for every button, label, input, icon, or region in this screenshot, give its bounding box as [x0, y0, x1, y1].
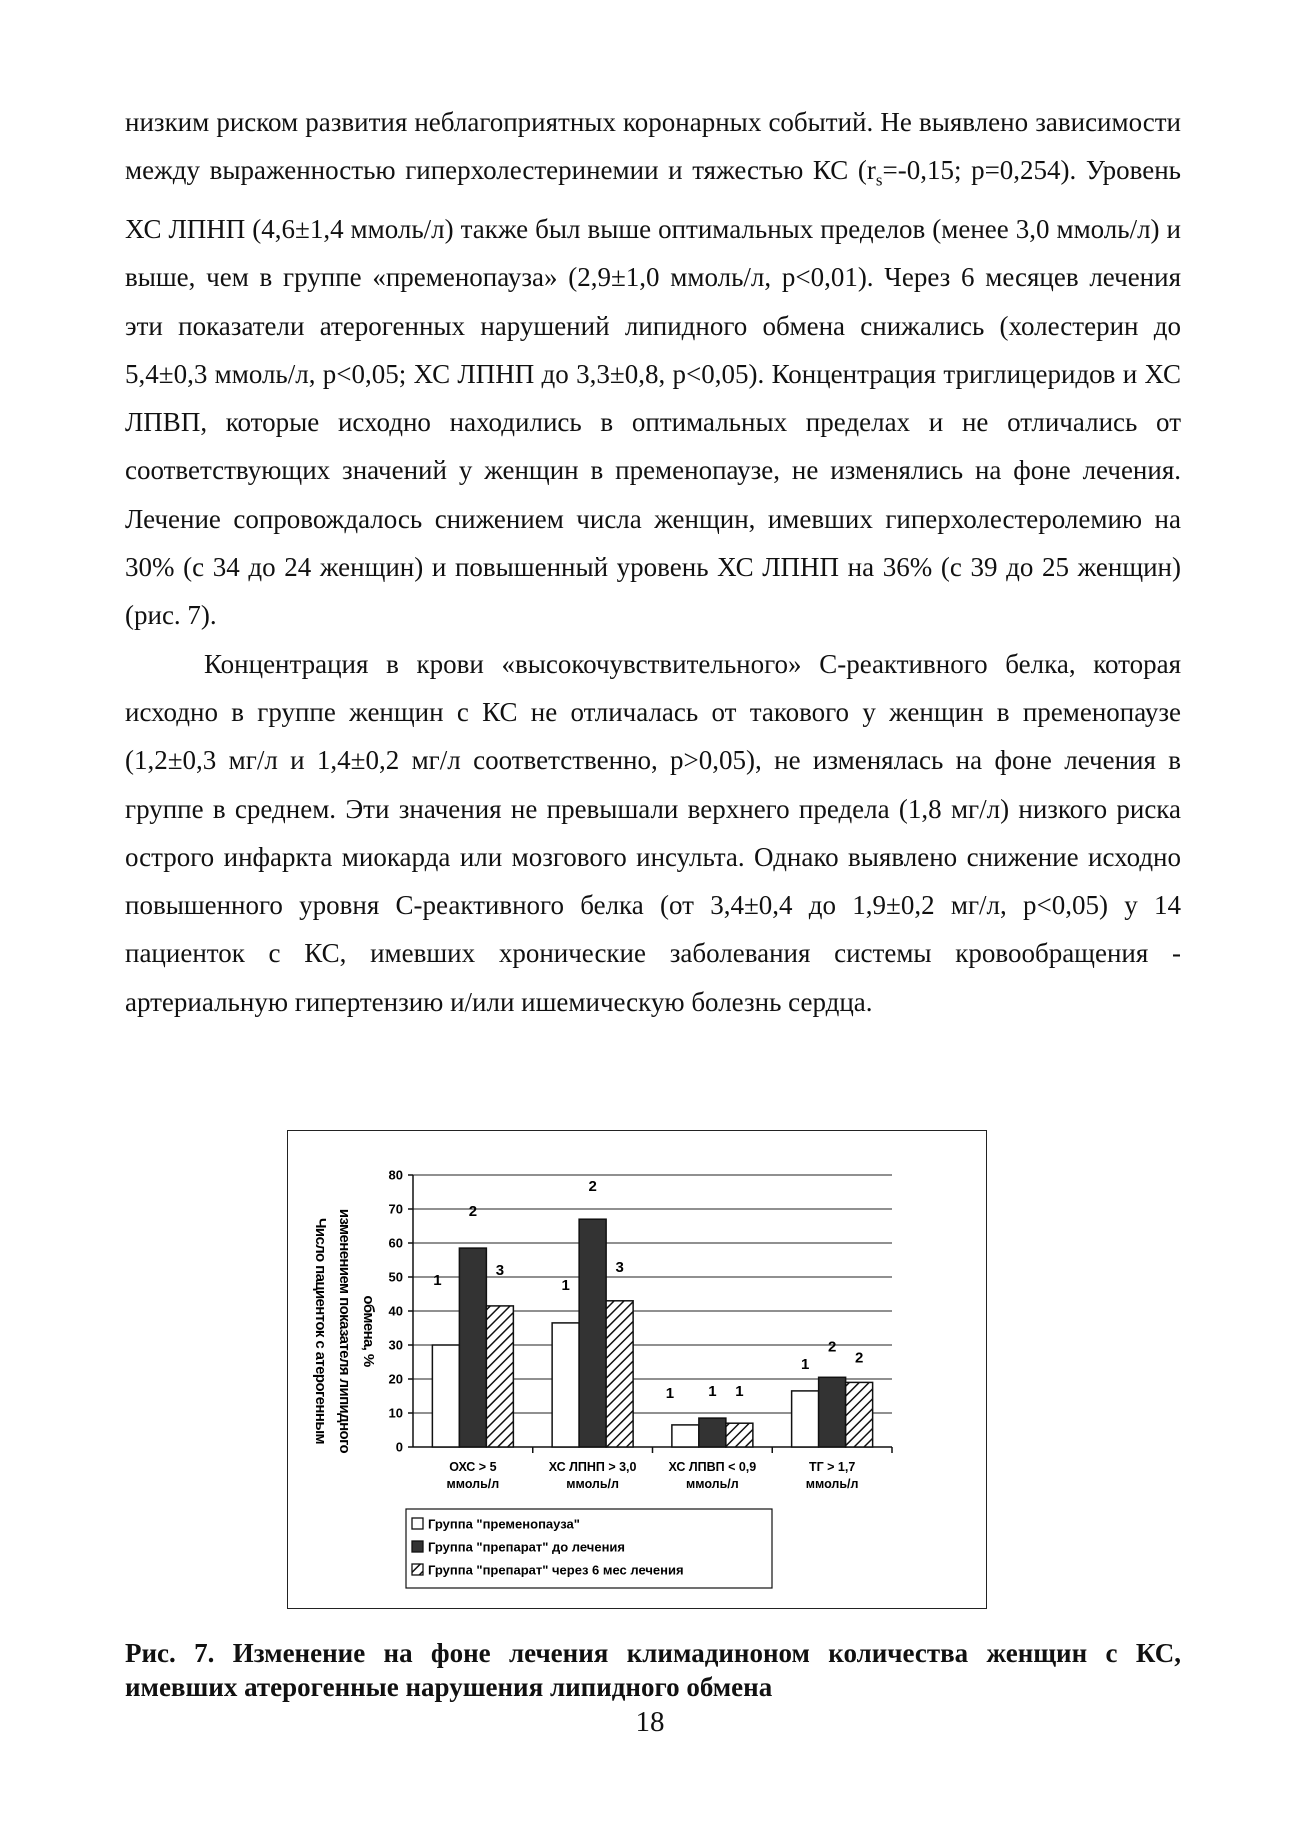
- bar-3: [606, 1301, 633, 1447]
- bar-data-label: 1: [433, 1272, 442, 1289]
- bar-2: [579, 1219, 606, 1447]
- x-category-label: ммоль/л: [446, 1477, 500, 1491]
- x-category-label: ммоль/л: [805, 1477, 859, 1491]
- bar-3: [726, 1423, 753, 1447]
- paragraph-1: [125, 98, 1181, 640]
- x-category-label: ОХС > 5: [449, 1460, 497, 1474]
- x-category-label: ммоль/л: [686, 1477, 739, 1491]
- bar-data-label: 2: [827, 1338, 837, 1356]
- bar-data-label: 3: [495, 1261, 505, 1279]
- x-category-label: ТГ > 1,7: [808, 1460, 856, 1474]
- bar-data-label: 2: [854, 1349, 864, 1367]
- y-tick-label: 60: [388, 1235, 403, 1251]
- bar-data-label: 2: [588, 1178, 597, 1196]
- y-axis-label-line: Число пациенток с атерогенным: [312, 1217, 329, 1445]
- bar-2: [819, 1377, 846, 1447]
- legend-label-2: Группа "препарат" до лечения: [428, 1539, 626, 1555]
- bar-3: [846, 1382, 873, 1447]
- bar-2: [459, 1248, 486, 1447]
- page-number: 18: [635, 1706, 665, 1738]
- bar-data-label: 1: [561, 1276, 570, 1294]
- bar-1: [432, 1345, 459, 1447]
- subscript-s: s: [875, 170, 883, 190]
- paragraph-2: Концентрация в крови «высокочувствительного» С-реактивного белка, которая исходно в группе женщин с КС не отличалась от такового у женщин в пременопаузе (1,2±0,3 мг/л и 1,4±0,2 мг/л соответственно, p>0,05), не изменялась на фоне лечения в группе в среднем. Эти значения не превышали верхнего предела (1,8 мг/л) низкого риска острого инфаркта миокарда или мозгового инсульта. Однако выявлено снижение исходно повышенного уровня С-реактивного белка (от 3,4±0,4 до 1,9±0,2 мг/л, p<0,05) у 14 пациенток с КС, имевших хронические заболевания системы кровообращения - артериальную гипертензию и/или ишемическую болезнь сердца.: [125, 648, 1181, 1017]
- bar-data-label: 1: [800, 1355, 810, 1373]
- y-tick-label: 50: [388, 1269, 403, 1285]
- legend-label-1: Группа "пременопауза": [428, 1516, 580, 1532]
- legend-swatch-3: [412, 1564, 423, 1575]
- bar-data-label: 3: [615, 1258, 624, 1276]
- x-category-label: ммоль/л: [566, 1477, 619, 1491]
- y-tick-label: 20: [388, 1371, 403, 1387]
- paragraph-1-text-after: =-0,15; p=0,254). Уровень ХС ЛПНП (4,6±1,4 ммоль/л) также был выше оптимальных пределов (менее 3,0 ммоль/л) и выше, чем в группе «пременопауза» (2,9±1,0 ммоль/л, p<0,01). Через 6 месяцев лечения эти показатели атерогенных нарушений липидного обмена снижались (холестерин до 5,4±0,3 ммоль/л, p<0,05; ХС ЛПНП до 3,3±0,8, p<0,05). Концентрация триглицеридов и ХС ЛПВП, которые исходно находились в оптимальных пределах и не отличались от соответствующих значений у женщин в пременопаузе, не изменялись на фоне лечения. Лечение сопровождалось снижением числа женщин, имевших гиперхолестеролемию на 30% (с 34 до 24 женщин) и повышенный уровень ХС ЛПНП на 36% (с 39 до 25 женщин) (рис. 7).: [125, 155, 1181, 631]
- bar-1: [552, 1323, 579, 1447]
- bar-1: [792, 1391, 819, 1447]
- body-text: [125, 98, 1181, 1026]
- legend-label-3: Группа "препарат" через 6 мес лечения: [428, 1562, 684, 1578]
- bar-2: [699, 1418, 726, 1447]
- bar-chart: [288, 1131, 988, 1610]
- bar-data-label: 2: [468, 1203, 478, 1221]
- bar-3: [486, 1306, 513, 1447]
- y-axis-label-line: изменением показателя липидного: [336, 1208, 353, 1454]
- bar-data-label: 1: [665, 1384, 675, 1402]
- y-tick-label: 30: [388, 1337, 403, 1353]
- x-category-label: ХС ЛПВП < 0,9: [668, 1460, 757, 1474]
- bar-data-label: 1: [735, 1383, 744, 1401]
- y-axis-label-line: обмена, %: [360, 1295, 377, 1367]
- y-tick-label: 80: [388, 1167, 403, 1183]
- y-tick-label: 10: [388, 1405, 403, 1421]
- bar-data-label: 1: [708, 1383, 717, 1401]
- paragraph-1-text: низким риском развития неблагоприятных коронарных событий. Не выявлено зависимости между выраженностью гиперхолестеринемии и тяжестью КС (r: [125, 107, 1181, 186]
- legend-swatch-1: [412, 1518, 423, 1529]
- bar-1: [672, 1425, 699, 1447]
- x-category-label: ХС ЛПНП > 3,0: [548, 1460, 637, 1474]
- figure-7-chart: [287, 1130, 987, 1609]
- y-tick-label: 40: [388, 1303, 403, 1319]
- figure-caption: Рис. 7. Изменение на фоне лечения климадиноном количества женщин с КС, имевших атерогенные нарушения липидного обмена: [125, 1638, 1181, 1702]
- legend-swatch-2: [412, 1541, 423, 1552]
- y-tick-label: 70: [388, 1201, 403, 1217]
- y-tick-label: 0: [395, 1439, 403, 1455]
